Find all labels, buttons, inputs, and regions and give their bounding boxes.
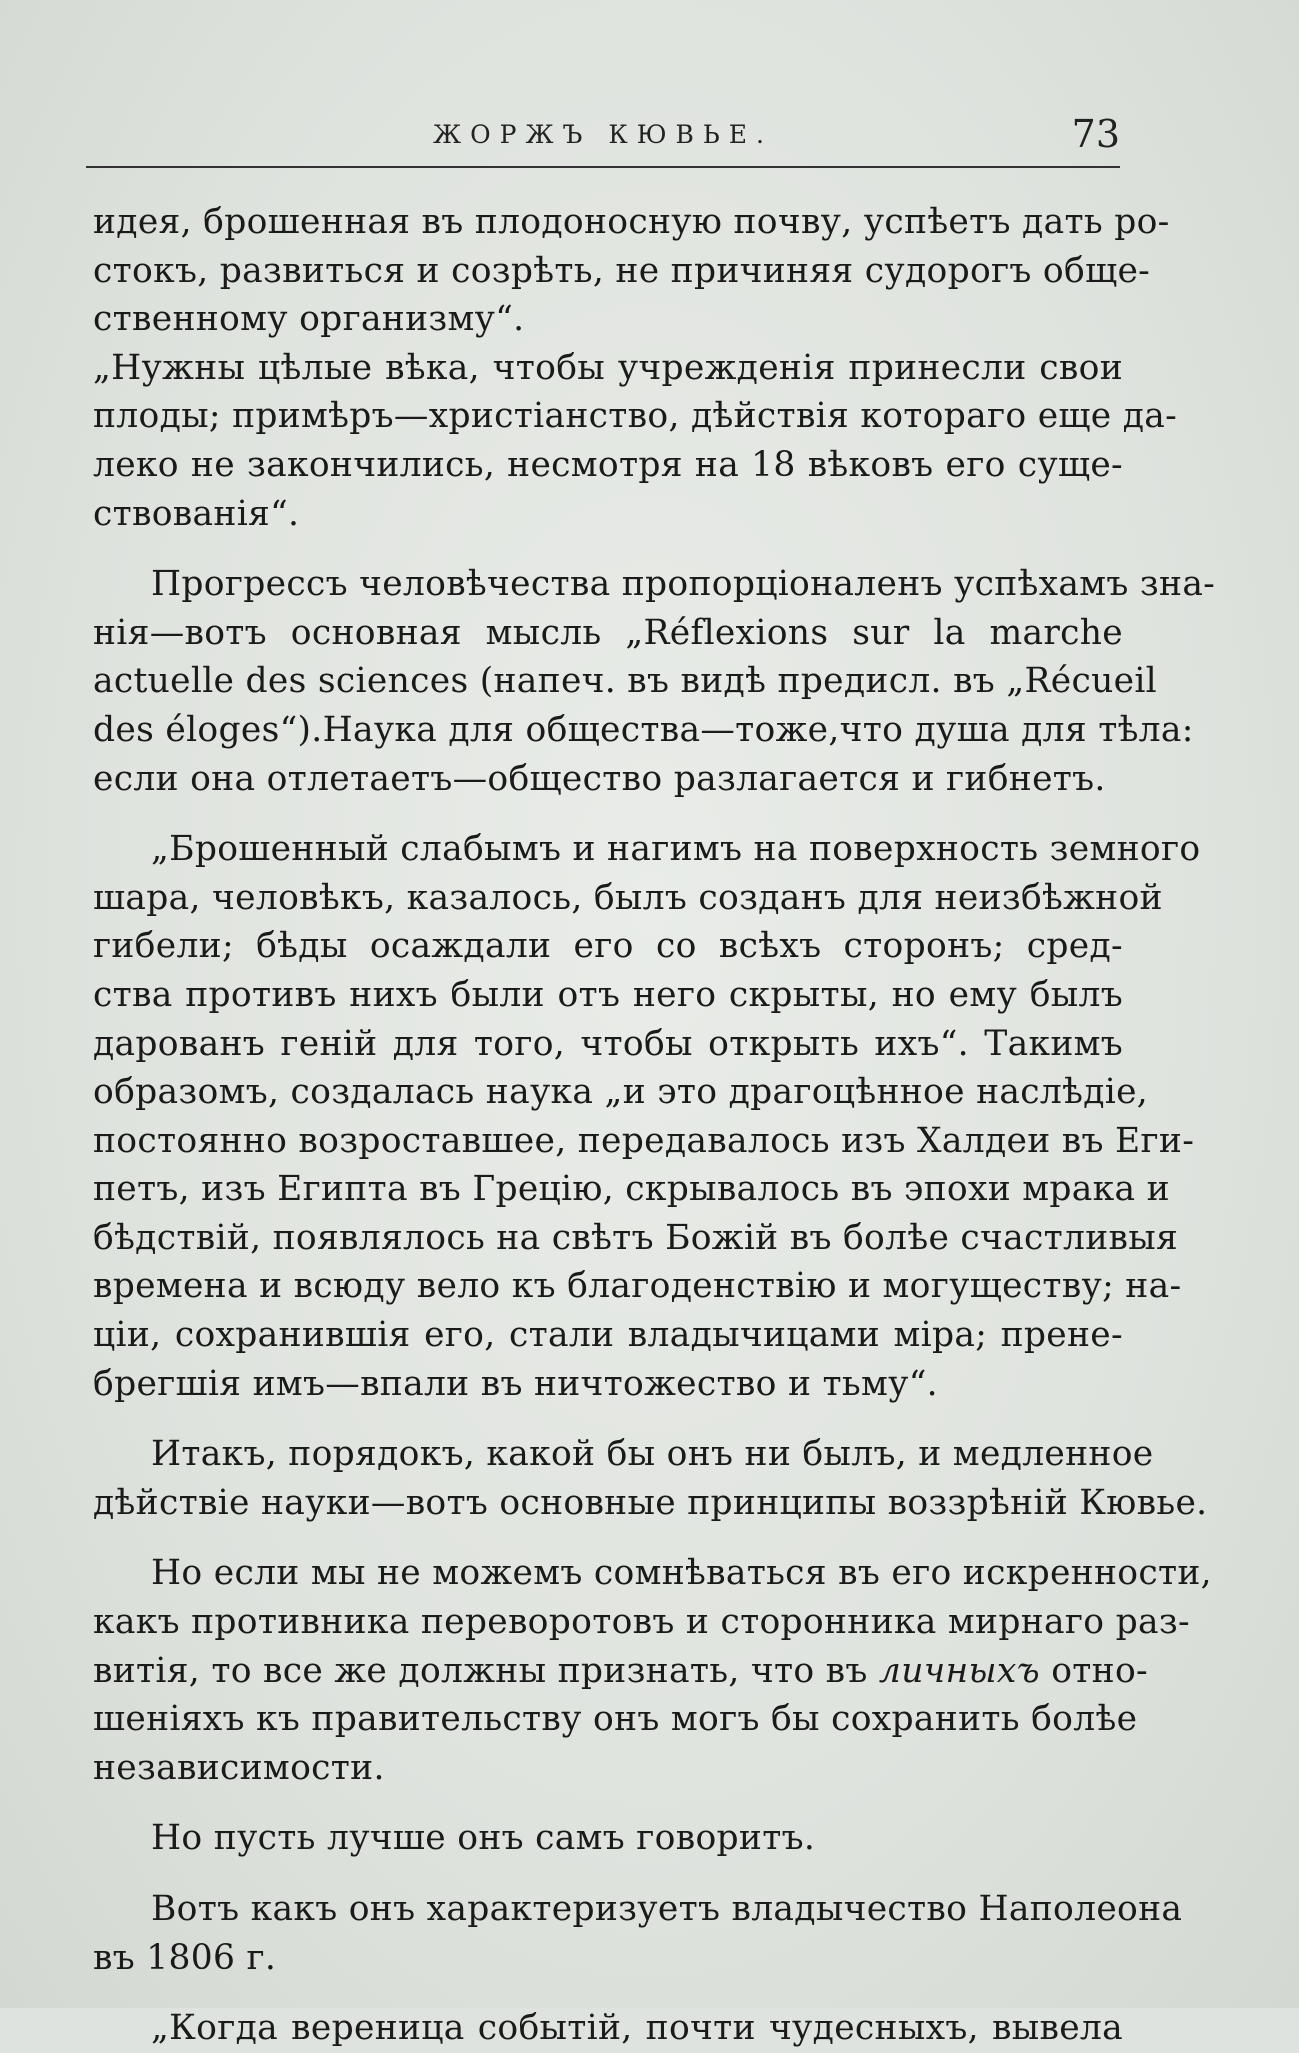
paragraph-gap [93,1863,1123,1885]
text-line: actuelle des sciences (напеч. въ видѣ предисл. въ „Récueil [93,661,1158,702]
paragraph-gap [93,1792,1123,1814]
text-line: ціи, сохранившія его, стали владычицами міра; прене- [93,1315,1123,1356]
running-head [86,112,1120,162]
text-line [93,1647,1148,1696]
paragraph-gap [93,1527,1123,1549]
text-line: брегшія имъ—впали въ ничтожество и тьму“. [93,1363,938,1404]
text-line: шеніяхъ къ правительству онъ могъ бы сохранить болѣе [93,1699,1138,1740]
text-line: времена и всюду вело къ благоденствію и могуществу; на- [93,1266,1182,1307]
text-line: Прогрессъ человѣчества пропорціоналенъ успѣхамъ зна- [151,564,1216,605]
paragraph-gap [93,538,1123,560]
text-line: ства противъ нихъ были отъ него скрыты, но ему былъ [93,974,1123,1015]
paragraph-gap [93,803,1123,825]
text-line: нія—вотъ основная мысль „Réflexions sur la marche [93,612,1123,653]
text-line: леко не закончились, несмотря на 18 вѣковъ его суще- [93,444,1123,485]
text-line: стокъ, развиться и созрѣть, не причиняя судорогъ обще- [93,250,1151,291]
text-line: дарованъ геній для того, чтобы открыть ихъ“. Такимъ [93,1023,1123,1064]
text-line: гибели; бѣды осаждали его со всѣхъ сторонъ; сред- [93,926,1123,967]
text-line: идея, брошенная въ плодоносную почву, успѣетъ дать ро- [93,202,1170,242]
text-line: шара, человѣкъ, казалось, былъ созданъ для неизбѣжной [93,877,1163,918]
body-text [93,198,1216,2053]
text-line: независимости. [93,1747,385,1788]
text-line: Вотъ какъ онъ характеризуетъ владычество Наполеона [151,1889,1183,1929]
text-line: дѣйствіе науки—вотъ основные принципы воззрѣній Кювье. [93,1482,1208,1523]
text-line: Итакъ, порядокъ, какой бы онъ ни былъ, и медленное [151,1434,1154,1475]
text-line: если она отлетаетъ—общество разлагается и гибнетъ. [93,758,1106,799]
text-line: Но пусть лучше онъ самъ говоритъ. [151,1818,816,1859]
text-line: Но если мы не можемъ сомнѣваться въ его искренности, [151,1553,1212,1594]
text-line: ствованія“. [93,493,300,534]
text-line: плоды; примѣръ—христіанство, дѣйствія котораго еще да- [93,396,1178,437]
text-line: какъ противника переворотовъ и сторонника мирнаго раз- [93,1602,1190,1643]
header-rule [86,166,1120,168]
text-segment: отно- [1039,1650,1148,1691]
page-number: 73 [1071,112,1120,156]
text-line: постоянно возроставшее, передавалось изъ Халдеи въ Еги- [93,1120,1195,1161]
text-line: въ 1806 г. [93,1937,277,1978]
text-line: ственному организму“. [93,299,525,340]
text-line: образомъ, создалась наука „и это драгоцѣнное наслѣдіе, [93,1072,1149,1113]
paragraph-gap [93,1408,1123,1430]
text-line: des éloges“).Наука для общества—тоже,что душа для тѣла: [93,709,1194,750]
text-line: бѣдствій, появлялось на свѣтъ Божій въ болѣе счастливыя [93,1217,1179,1258]
text-segment: витія, то все же должны признать, что въ [93,1650,879,1691]
running-head-title: ЖОРЖЪ КЮВЬЕ. [433,120,773,149]
paragraph-gap [93,1982,1123,2004]
text-line: „Когда вереница событій, почти чудесныхъ, вывела [151,2008,1123,2049]
text-line: „Брошенный слабымъ и нагимъ на поверхность земного [151,829,1201,870]
text-line: петъ, изъ Египта въ Грецію, скрывалось въ эпохи мрака и [93,1169,1170,1210]
emphasis-text: личныхъ [878,1650,1040,1691]
text-line: „Нужны цѣлые вѣка, чтобы учрежденія принесли свои [93,347,1123,388]
